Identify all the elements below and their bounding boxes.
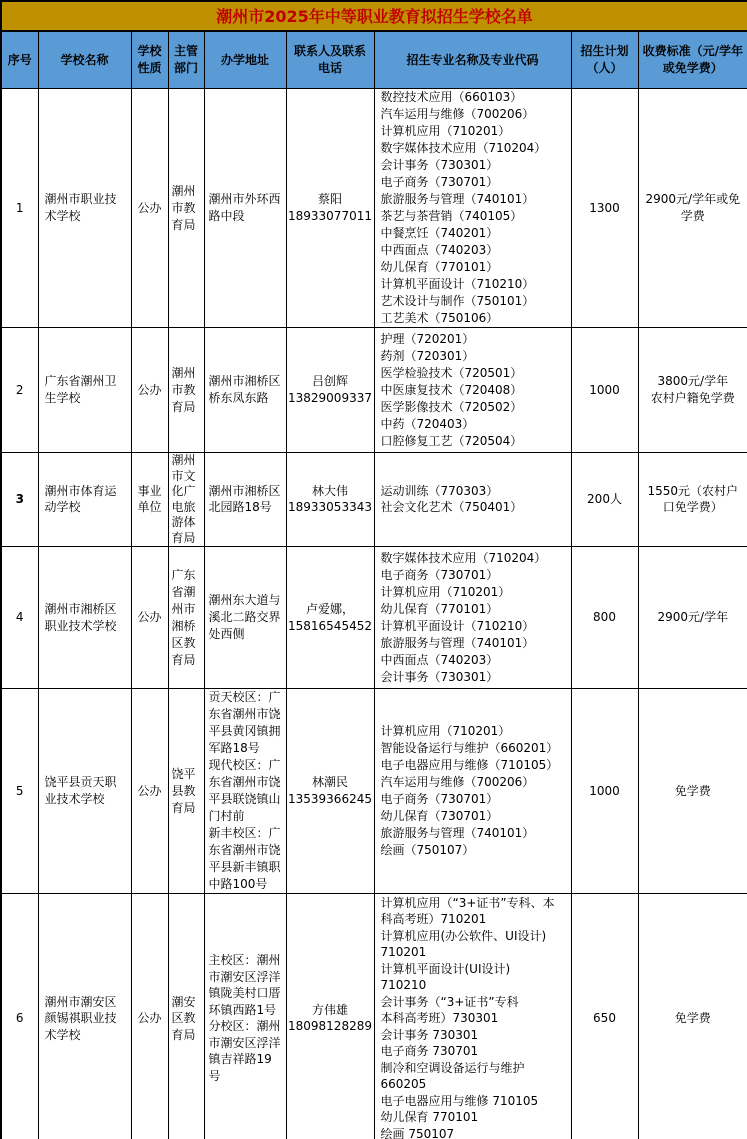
major-line: 口腔修复工艺（720504） [380,433,523,448]
majors-cell [374,328,571,453]
major-line: 护理（720201） [380,331,475,346]
major-line: 电子商务 730701 [380,1044,479,1058]
col-header-school-nature: 学校性质 [131,31,168,89]
contact-cell [286,89,374,328]
fee-line: 3800元/学年 [657,374,729,388]
major-line: 计算机平面设计(UI设计) [380,961,511,976]
major-line: 会计事务（“3+证书”专科 [380,994,519,1009]
contact-cell [286,894,374,1139]
table-row [1,89,747,328]
fee-line: 1550元（农村户口免学费） [647,484,739,514]
dept-cell: 潮州市文化广电旅游体育局 [168,453,204,547]
address-cell [204,328,286,453]
col-header-address: 办学地址 [204,31,286,89]
school-name-cell: 潮州市体育运动学校 [38,453,131,547]
major-line: 茶艺与茶营销（740105） [380,209,523,223]
plan-cell: 1000 [571,328,638,453]
major-line: 幼儿保育（730701） [380,809,499,823]
contact-line: 18933053343 [288,499,372,514]
fee-line: 免学费 [674,1011,711,1025]
major-line: 幼儿保育（770101） [380,601,499,616]
table-row [1,547,747,689]
major-line: 智能设备运行与维护（660201） [380,741,559,755]
fee-cell [638,689,747,894]
major-line: 医学检验技术（720501） [380,365,523,380]
school-nature-cell: 公办 [131,894,168,1139]
major-line: 数控技术应用（660103） [380,90,523,104]
fee-line: 农村户籍免学费 [650,391,735,405]
fee-line: 免学费 [674,783,711,798]
school-name-cell: 潮州市潮安区颜锡祺职业技术学校 [38,894,131,1139]
col-header-dept: 主管部门 [168,31,204,89]
majors-cell [374,547,571,689]
school-name-cell: 潮州市湘桥区职业技术学校 [38,547,131,689]
dept-cell: 潮州市教育局 [168,89,204,328]
address-line: 新丰校区：广东省潮州市饶平县新丰镇职中路100号 [208,826,281,891]
plan-cell: 200人 [571,453,638,547]
major-line: 660205 [380,1077,427,1091]
fee-cell [638,894,747,1139]
school-nature-cell: 公办 [131,89,168,328]
address-line: 贡天校区：广东省潮州市饶平县黄冈镇拥军路18号 [208,690,281,755]
major-line: 本科高考班）730301 [380,1011,499,1025]
dept-cell: 广东省潮州市湘桥区教育局 [168,547,204,689]
row-number-cell: 1 [1,89,38,328]
major-line: 会计事务（730301） [380,669,499,684]
major-line: 计算机平面设计（710210） [380,277,535,291]
plan-cell: 1000 [571,689,638,894]
major-line: 中医康复技术（720408） [380,382,523,397]
contact-line: 卢爱娜， [305,601,354,616]
major-line: 绘画（750107） [380,843,475,857]
major-line: 计算机应用（710201） [380,724,511,738]
plan-cell: 800 [571,547,638,689]
major-line: 710201 [380,945,427,959]
col-header-plan: 招生计划（人） [571,31,638,89]
dept-cell: 饶平县教育局 [168,689,204,894]
major-line: 旅游服务与管理（740101） [380,192,535,206]
major-line: 中西面点（740203） [380,652,499,667]
major-line: 运动训练（770303） [380,484,499,498]
plan-cell: 1300 [571,89,638,328]
major-line: 中药（720403） [380,416,475,431]
major-line: 绘画 750107 [380,1126,455,1139]
major-line: 中餐烹饪（740201） [380,226,499,240]
major-line: 计算机平面设计（710210） [380,618,535,633]
major-line: 医学影像技术（720502） [380,399,523,414]
school-name-cell: 饶平县贡天职业技术学校 [38,689,131,894]
contact-cell [286,547,374,689]
major-line: 药剂（720301） [380,348,475,363]
table-row [1,689,747,894]
major-line: 电子商务（730701） [380,792,499,806]
contact-cell [286,328,374,453]
contact-line: 18098128289 [288,1019,372,1034]
major-line: 社会文化艺术（750401） [380,499,523,514]
majors-cell [374,89,571,328]
col-header-majors: 招生专业名称及专业代码 [374,31,571,89]
major-line: 汽车运用与维修（700206） [380,775,535,789]
contact-line: 方伟雄 [311,1002,348,1017]
fee-cell [638,89,747,328]
col-header-seq: 序号 [1,31,38,89]
title-row [1,1,747,31]
address-cell [204,689,286,894]
table-head [1,1,747,89]
address-line: 分校区：潮州市潮安区浮洋镇吉祥路19号 [208,1019,281,1083]
major-line: 会计事务 730301 [380,1027,479,1042]
contact-line: 15816545452 [288,618,372,633]
major-line: 工艺美术（750106） [380,311,499,325]
fee-line: 2900元/学年或免学费 [645,192,741,223]
row-number-cell: 3 [1,453,38,547]
column-header-row [1,31,747,89]
table-row [1,894,747,1139]
major-line: 数字媒体技术应用（710204） [380,550,547,565]
dept-cell: 潮安区教育局 [168,894,204,1139]
address-cell [204,453,286,547]
contact-line: 18933077011 [288,209,372,223]
fee-cell [638,547,747,689]
major-line: 艺术设计与制作（750101） [380,294,535,308]
address-line: 潮州市湘桥区桥东凤东路 [208,374,281,405]
contact-line: 吕创辉 [311,374,348,388]
contact-line: 13829009337 [288,391,372,405]
major-line: 制冷和空调设备运行与维护 [380,1060,525,1075]
address-line: 潮州东大道与溪北二路交界处西侧 [208,593,281,641]
fee-cell [638,328,747,453]
major-line: 旅游服务与管理（740101） [380,826,535,840]
major-line: 幼儿保育（770101） [380,260,499,274]
address-cell [204,89,286,328]
row-number-cell: 5 [1,689,38,894]
major-line: 计算机应用（710201） [380,124,511,138]
school-nature-cell: 公办 [131,547,168,689]
major-line: 幼儿保育 770101 [380,1110,479,1124]
table-row [1,328,747,453]
major-line: 计算机应用（710201） [380,584,511,599]
address-line: 主校区：潮州市潮安区浮洋镇陇美村口厝环镇西路1号 [208,953,281,1017]
row-number-cell: 6 [1,894,38,1139]
school-nature-cell: 事业单位 [131,453,168,547]
col-header-contact: 联系人及联系电话 [286,31,374,89]
col-header-school-name: 学校名称 [38,31,131,89]
address-line: 潮州市湘桥区北园路18号 [208,484,281,514]
contact-line: 蔡阳 [317,192,342,206]
address-cell [204,547,286,689]
address-cell [204,894,286,1139]
contact-cell [286,689,374,894]
majors-cell [374,453,571,547]
majors-cell [374,894,571,1139]
major-line: 计算机应用（“3+证书”专科、本科高考班）710201 [380,895,555,926]
row-number-cell: 4 [1,547,38,689]
contact-line: 13539366245 [288,792,372,806]
major-line: 数字媒体技术应用（710204） [380,141,547,155]
major-line: 710210 [380,978,427,992]
col-header-fee: 收费标准（元/学年或免学费） [638,31,747,89]
major-line: 会计事务（730301） [380,158,499,172]
plan-cell: 650 [571,894,638,1139]
school-nature-cell: 公办 [131,689,168,894]
major-line: 电子电器应用与维修（710105） [380,758,559,772]
contact-line: 林潮民 [311,775,348,789]
major-line: 计算机应用(办公软件、UI设计) [380,928,547,943]
major-line: 中西面点（740203） [380,243,499,257]
major-line: 电子商务（730701） [380,175,499,189]
table-row [1,453,747,547]
majors-cell [374,689,571,894]
row-number-cell: 2 [1,328,38,453]
major-line: 电子商务（730701） [380,567,499,582]
major-line: 汽车运用与维修（700206） [380,107,535,121]
roster-body [1,89,747,1139]
contact-line: 林大伟 [311,484,348,498]
school-name-cell: 潮州市职业技术学校 [38,89,131,328]
dept-cell: 潮州市教育局 [168,328,204,453]
fee-line: 2900元/学年 [657,610,729,624]
address-line: 潮州市外环西路中段 [208,192,281,223]
major-line: 电子电器应用与维修 710105 [380,1093,539,1108]
major-line: 旅游服务与管理（740101） [380,635,535,650]
school-nature-cell: 公办 [131,328,168,453]
fee-cell [638,453,747,547]
contact-cell [286,453,374,547]
address-line: 现代校区：广东省潮州市饶平县联饶镇山门村前 [208,758,281,823]
page-title: 潮州市2025年中等职业教育拟招生学校名单 [1,1,747,31]
school-name-cell: 广东省潮州卫生学校 [38,328,131,453]
